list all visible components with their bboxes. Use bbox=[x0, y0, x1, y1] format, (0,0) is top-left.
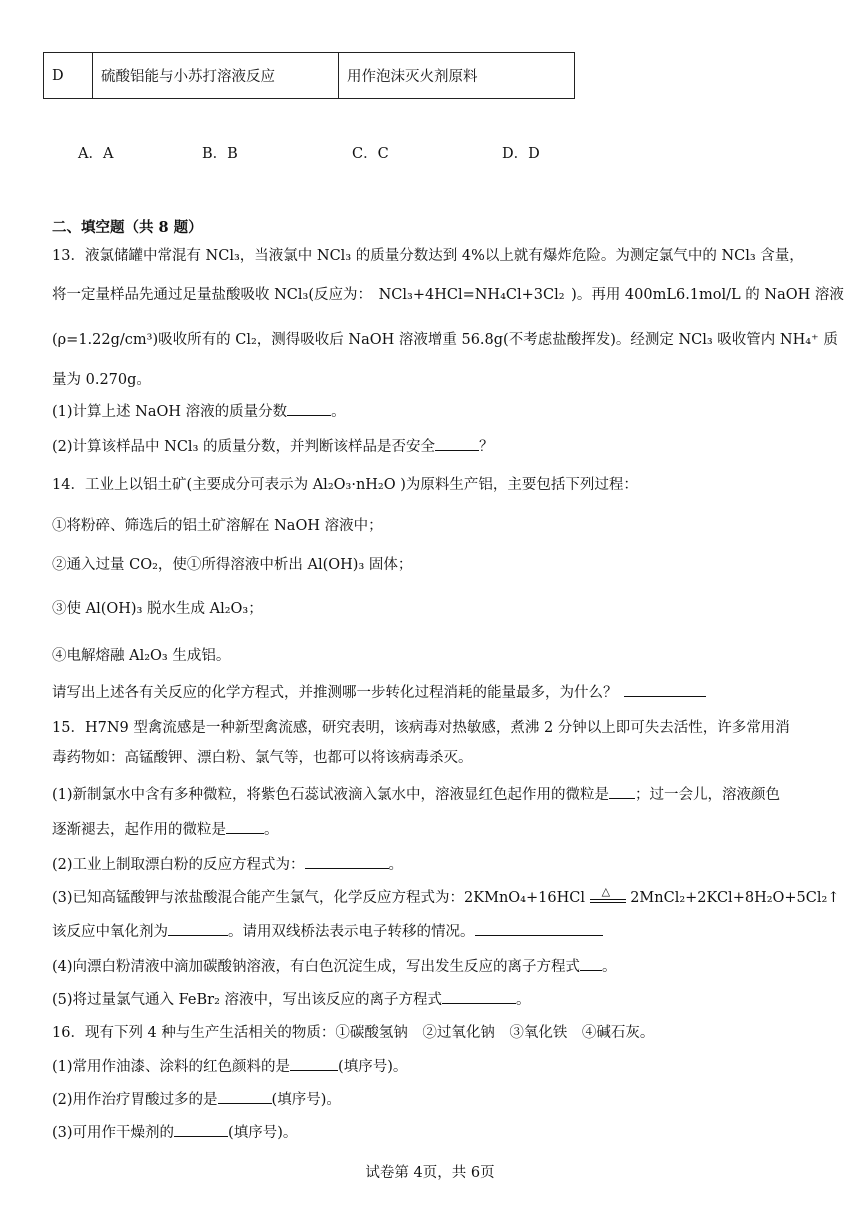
q16-sub1-end: (填序号)。 bbox=[338, 1059, 408, 1075]
section-title: 二、填空题（共 8 题） bbox=[52, 219, 203, 236]
q14-step2: ②通入过量 CO₂，使①所得溶液中析出 Al(OH)₃ 固体； bbox=[52, 557, 413, 573]
answer-blank[interactable] bbox=[290, 1056, 338, 1071]
q16-line1: 16．现有下列 4 种与生产生活相关的物质：①碳酸氢钠 ②过氧化钠 ③氧化铁 ④碱石灰。 bbox=[52, 1025, 655, 1041]
answer-blank[interactable] bbox=[609, 784, 635, 799]
q13-line2-a: 将一定量样品先通过足量盐酸吸收 NCl₃(反应为： bbox=[52, 287, 372, 303]
q13-sub1-end: 。 bbox=[331, 404, 346, 420]
q16-sub2 bbox=[52, 1088, 341, 1109]
q15-sub1-end: 。 bbox=[264, 822, 279, 838]
q14-line1: 14．工业上以铝土矿(主要成分可表示为 Al₂O₃·nH₂O )为原料生产铝，主要包括下列过程： bbox=[52, 477, 638, 493]
q16-sub3-text: (3)可用作干燥剂的 bbox=[52, 1125, 175, 1141]
q14-ask bbox=[52, 681, 706, 702]
q14-step3: ③使 Al(OH)₃ 脱水生成 Al₂O₃； bbox=[52, 601, 263, 617]
q13-line2-b: )。再用 400mL6.1mol/L 的 NaOH 溶液 bbox=[571, 287, 844, 303]
q15-sub1-text-c: 逐渐褪去，起作用的微粒是 bbox=[52, 822, 226, 838]
q15-sub1 bbox=[52, 783, 780, 804]
q15-sub4-end: 。 bbox=[602, 959, 617, 975]
q15-sub5-text: (5)将过量氯气通入 FeBr₂ 溶液中，写出该反应的离子方程式 bbox=[52, 992, 443, 1008]
q13-sub1 bbox=[52, 400, 346, 421]
q15-line1: 15．H7N9 型禽流感是一种新型禽流感，研究表明，该病毒对热敏感，煮沸 2 分钟以上即可失去活性，许多常用消 bbox=[52, 720, 790, 736]
q15-sub2-text: (2)工业上制取漂白粉的反应方程式为： bbox=[52, 857, 305, 873]
table-cell-property: 硫酸铝能与小苏打溶液反应 bbox=[93, 53, 339, 99]
answer-blank[interactable] bbox=[287, 401, 331, 416]
answer-blank[interactable] bbox=[305, 854, 389, 869]
q15-sub4 bbox=[52, 955, 617, 976]
q15-sub4-text: (4)向漂白粉清液中滴加碳酸钠溶液，有白色沉淀生成，写出发生反应的离子方程式 bbox=[52, 959, 581, 975]
q13-sub2 bbox=[52, 435, 494, 456]
page-footer: 试卷第 4页，共 6页 bbox=[365, 1165, 495, 1181]
options-table-row-d bbox=[43, 52, 575, 99]
answer-blank[interactable] bbox=[435, 436, 479, 451]
answer-blank[interactable] bbox=[226, 819, 264, 834]
heat-arrow-icon bbox=[590, 885, 626, 905]
q15-sub2 bbox=[52, 853, 403, 874]
q13-line3: (ρ=1.22g/cm³)吸收所有的 Cl₂，测得吸收后 NaOH 溶液增重 56.8g(不考虑盐酸挥发)。经测定 NCl₃ 吸收管内 NH₄⁺ 质 bbox=[52, 332, 838, 348]
answer-blank[interactable] bbox=[475, 921, 603, 936]
q15-sub3-text-c: 该反应中氧化剂为 bbox=[52, 924, 168, 940]
q15-sub3-text: (3)已知高锰酸钾与浓盐酸混合能产生氯气，化学反应方程式为：2KMnO₄+16HCl bbox=[52, 890, 585, 906]
q13-sub1-text: (1)计算上述 NaOH 溶液的质量分数 bbox=[52, 404, 288, 420]
q13-sub2-end: ？ bbox=[479, 439, 494, 455]
q15-sub2-end: 。 bbox=[388, 857, 404, 873]
q13-equation: NCl₃+4HCl=NH₄Cl+3Cl₂ bbox=[378, 287, 565, 303]
heat-symbol: △ bbox=[601, 885, 611, 898]
answer-blank[interactable] bbox=[218, 1089, 272, 1104]
q16-sub2-end: (填序号)。 bbox=[271, 1092, 341, 1108]
answer-blank[interactable] bbox=[174, 1122, 228, 1137]
q13-line2 bbox=[52, 283, 844, 304]
q15-sub5-end: 。 bbox=[516, 992, 531, 1008]
q15-sub3-cont bbox=[52, 920, 603, 941]
choice-a[interactable]: A．A bbox=[78, 146, 114, 162]
choice-d[interactable]: D．D bbox=[502, 146, 540, 162]
q16-sub2-text: (2)用作治疗胃酸过多的是 bbox=[52, 1092, 218, 1108]
q16-sub3-end: (填序号)。 bbox=[228, 1125, 298, 1141]
table-cell-label: D bbox=[44, 53, 93, 99]
q14-step1: ①将粉碎、筛选后的铝土矿溶解在 NaOH 溶液中； bbox=[52, 518, 383, 534]
q16-sub1-text: (1)常用作油漆、涂料的红色颜料的是 bbox=[52, 1059, 291, 1075]
q15-sub3-text-d: 。请用双线桥法表示电子转移的情况。 bbox=[228, 924, 475, 940]
q15-line2: 毒药物如：高锰酸钾、漂白粉、氯气等，也都可以将该病毒杀灭。 bbox=[52, 750, 473, 766]
q13-line1: 13．液氯储罐中常混有 NCl₃，当液氯中 NCl₃ 的质量分数达到 4%以上就有爆炸危险。为测定氯气中的 NCl₃ 含量， bbox=[52, 248, 804, 264]
table-cell-use: 用作泡沫灭火剂原料 bbox=[339, 53, 575, 99]
answer-blank[interactable] bbox=[624, 682, 706, 697]
choice-b[interactable]: B．B bbox=[202, 146, 238, 162]
q13-sub2-text: (2)计算该样品中 NCl₃ 的质量分数，并判断该样品是否安全 bbox=[52, 439, 435, 455]
q15-sub5 bbox=[52, 988, 531, 1009]
answer-blank[interactable] bbox=[168, 921, 228, 936]
q16-sub3 bbox=[52, 1121, 297, 1142]
q13-line4: 量为 0.270g。 bbox=[52, 372, 151, 388]
q14-step4: ④电解熔融 Al₂O₃ 生成铝。 bbox=[52, 648, 231, 664]
q16-sub1 bbox=[52, 1055, 407, 1076]
q15-sub3-products: 2MnCl₂+2KCl+8H₂O+5Cl₂↑ bbox=[630, 890, 840, 906]
q15-sub1-text: (1)新制氯水中含有多种微粒，将紫色石蕊试液滴入氯水中，溶液显红色起作用的微粒是 bbox=[52, 787, 610, 803]
q15-sub1-text-b: ；过一会儿，溶液颜色 bbox=[635, 787, 781, 803]
q14-ask-text: 请写出上述各有关反应的化学方程式，并推测哪一步转化过程消耗的能量最多，为什么？ bbox=[52, 685, 618, 701]
q15-sub3 bbox=[52, 886, 839, 907]
answer-blank[interactable] bbox=[580, 956, 602, 971]
answer-blank[interactable] bbox=[442, 989, 516, 1004]
choice-c[interactable]: C．C bbox=[352, 146, 389, 162]
q15-sub1-cont bbox=[52, 818, 279, 839]
